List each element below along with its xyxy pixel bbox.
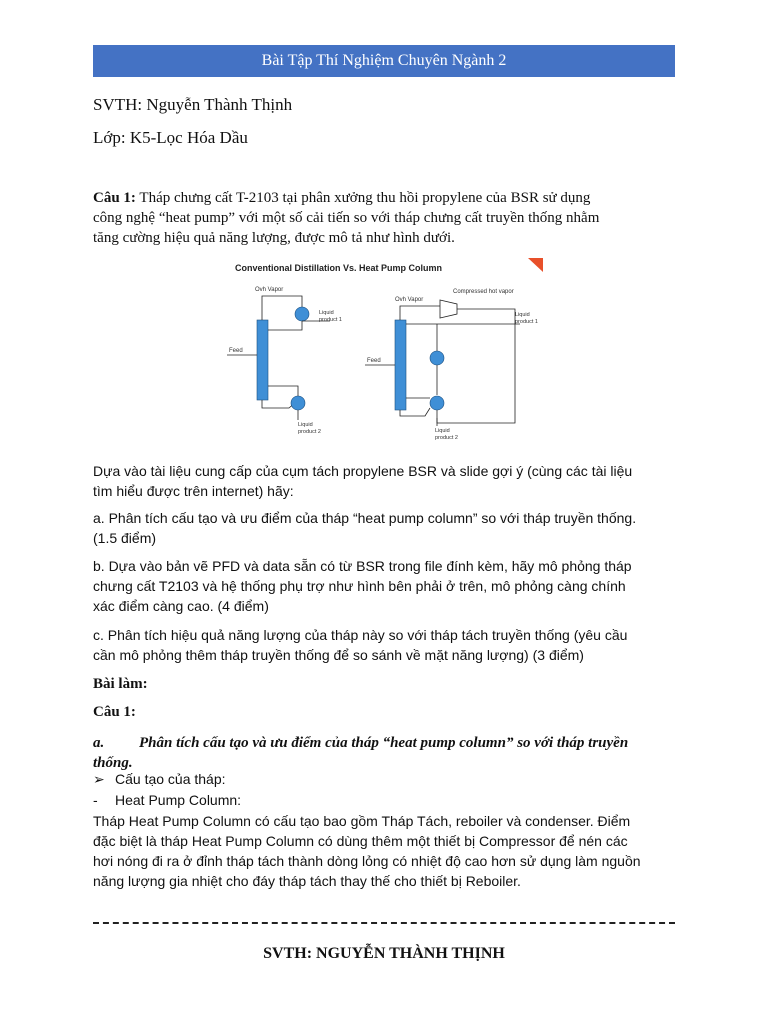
right-drum-icon (430, 351, 444, 365)
left-liquid2-label: Liquid (298, 422, 313, 428)
answer-body-line: năng lượng gia nhiệt cho đáy tháp tách thay thế cho thiết bị Reboiler. (93, 873, 521, 889)
student-name: SVTH: Nguyễn Thành Thịnh (93, 95, 293, 114)
arrow-bullet-icon: ➢ (93, 771, 105, 787)
answer-question-label: Câu 1: (93, 704, 136, 720)
task-a-line: (1.5 điểm) (93, 530, 157, 546)
student-class: Lớp: K5-Lọc Hóa Dầu (93, 128, 248, 147)
figure-title: Conventional Distillation Vs. Heat Pump Column (235, 263, 443, 273)
right-liquid2-label: Liquid (435, 428, 450, 434)
right-product1-label: product 1 (515, 319, 538, 325)
bullet-structure (93, 771, 226, 788)
answer-body-line: đặc biệt là tháp Heat Pump Column có dùng thêm một thiết bị Compressor để nén các (93, 833, 628, 849)
answer-a-prefix: a. (93, 735, 105, 751)
left-reboil-return-line (268, 386, 298, 396)
intro-paragraph (93, 461, 675, 501)
task-b-line: chưng cất T2103 và hệ thống phụ trợ như hình bên phải ở trên, mô phỏng càng chính (93, 578, 626, 594)
footer-student-name: SVTH: NGUYỄN THÀNH THỊNH (263, 945, 505, 962)
left-reflux-line (268, 321, 302, 330)
compressed-vapor-label: Compressed hot vapor (453, 289, 514, 295)
right-column (395, 320, 406, 410)
intro-line: tìm hiểu được trên internet) hãy: (93, 483, 294, 499)
compressed-vapor-line (437, 309, 515, 423)
left-reboiler-icon (291, 396, 305, 410)
answer-a-title (93, 733, 675, 773)
right-reboiler-icon (430, 396, 444, 410)
answer-a-title-line: Phân tích cấu tạo và ưu điểm của tháp “heat pump column” so với tháp truyền (139, 735, 629, 751)
question1-line: tăng cường hiệu quả năng lượng, được mô tả như hình dưới. (93, 230, 455, 246)
corner-accent-icon (528, 258, 543, 272)
question1-label: Câu 1: (93, 190, 136, 206)
task-c-line: cần mô phỏng thêm tháp truyền thống để so sánh về mặt năng lượng) (3 điểm) (93, 647, 584, 663)
task-b-line: xác điểm càng cao. (4 điểm) (93, 598, 269, 614)
dash-item (93, 792, 241, 808)
left-product1-label: product 1 (319, 317, 342, 323)
left-feed-label: Feed (229, 348, 243, 354)
answer-body (93, 811, 675, 891)
task-a-line: a. Phân tích cấu tạo và ưu điểm của tháp “heat pump column” so với tháp truyền thống. (93, 510, 637, 526)
document-title: Bài Tập Thí Nghiệm Chuyên Ngành 2 (261, 52, 507, 69)
right-product2-label: product 2 (435, 435, 458, 441)
answer-a-title-line: thống. (93, 755, 133, 771)
right-liquid1-label: Liquid (515, 312, 530, 318)
dash-item-text: Heat Pump Column: (115, 792, 242, 808)
answer-body-line: Tháp Heat Pump Column có cấu tạo bao gồm Tháp Tách, reboiler và condenser. Điểm (93, 813, 631, 829)
task-c (93, 625, 675, 665)
conventional-column-diagram (227, 287, 342, 435)
left-column (257, 320, 268, 400)
document-header-bar (93, 45, 675, 77)
left-liquid1-label: Liquid (319, 310, 334, 316)
task-b (93, 556, 675, 616)
intro-line: Dựa vào tài liệu cung cấp của cụm tách propylene BSR và slide gợi ý (cùng các tài liệu (93, 463, 633, 479)
question1-line: Tháp chưng cất T-2103 tại phân xưởng thu hồi propylene của BSR sử dụng (135, 190, 591, 206)
answer-heading: Bài làm: (93, 676, 148, 692)
left-condenser-icon (295, 307, 309, 321)
footer-divider (93, 922, 675, 924)
dash-bullet-icon: - (93, 792, 98, 808)
task-c-line: c. Phân tích hiệu quả năng lượng của tháp này so với tháp tách truyền thống (yêu cầu (93, 627, 628, 643)
left-product2-label: product 2 (298, 429, 321, 435)
distillation-figure (225, 258, 545, 448)
task-b-line: b. Dựa vào bản vẽ PFD và data sẵn có từ BSR trong file đính kèm, hãy mô phỏng tháp (93, 558, 632, 574)
task-a (93, 508, 675, 548)
compressor-icon (440, 300, 457, 318)
bullet-structure-text: Cấu tạo của tháp: (115, 771, 226, 787)
question1-line: công nghệ “heat pump” với một số cải tiến so với tháp chưng cất truyền thống nhằm (93, 210, 600, 226)
heat-pump-column-diagram (365, 289, 538, 441)
question1-paragraph (93, 188, 675, 248)
right-overhead-line (400, 306, 440, 320)
left-ovh-vapor-label: Ovh Vapor (255, 287, 284, 293)
answer-body-line: hơi nóng đi ra ở đỉnh tháp tách thành dòng lỏng có nhiệt độ cao hơn sử dụng làm nguồn (93, 853, 641, 869)
right-ovh-vapor-label: Ovh Vapor (395, 297, 424, 303)
right-feed-label: Feed (367, 358, 381, 364)
